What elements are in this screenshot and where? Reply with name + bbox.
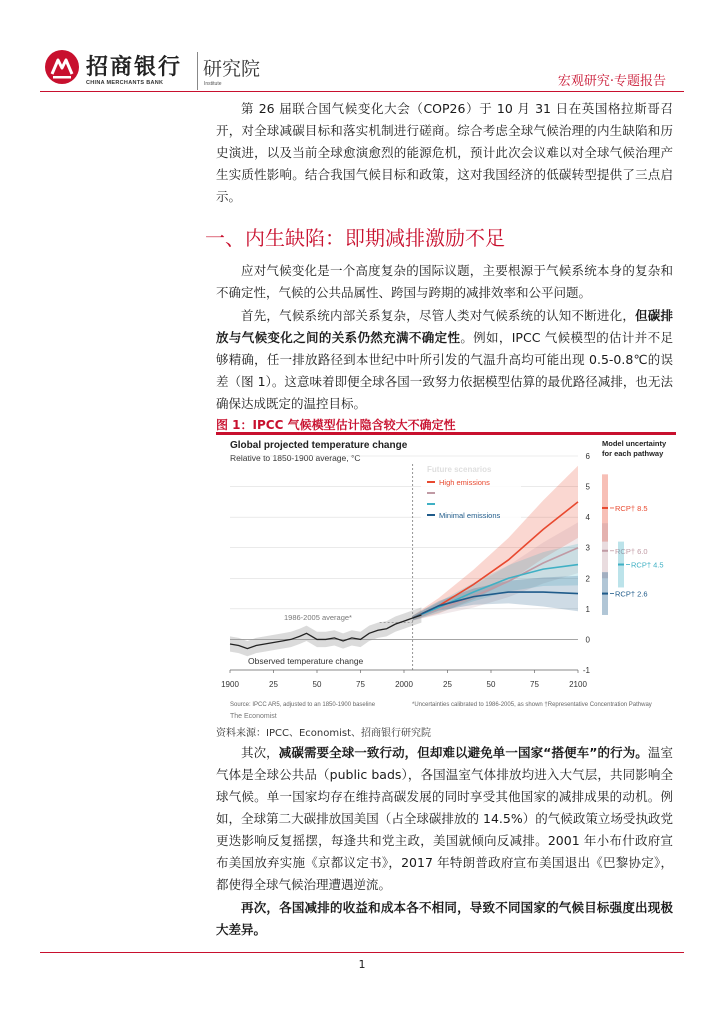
x-tick-label: 25 [443,680,452,689]
x-tick-label: 1900 [221,680,239,689]
footnote-left: Source: IPCC AR5, adjusted to an 1850-1900 baseline [230,702,376,708]
x-tick-label: 25 [269,680,278,689]
x-tick-label: 50 [486,680,496,689]
section-title: 一、内生缺陷：即期减排激励不足 [205,226,505,250]
chart-subtitle: Relative to 1850-1900 average, °C [230,453,361,463]
footer-rule [40,952,684,953]
paragraph-text: 温室气体是全球公共品（public bads），各国温室气体排放均进入大气层，共同影响全球气候。单一国家均存在维持高碳发展的同时享受其他国家的减排成果的动机。例如，全球第二大碳排放国美国（占全球碳排放的 14.5%）的气候政策立场受执政党更迭影响反复摇摆，每逢共和党主政，美国就倾向反减排。2001 年小布什政府宣布美国放弃实施《京都议定书》，2017 年特朗普政府宣布美国退出《巴黎协定》，都使得全球气候治理遭遇逆流。 [216,745,673,892]
report-tag: 宏观研究·专题报告 [557,74,666,89]
economist-top-rule [216,432,676,435]
y-tick-label: 1 [585,604,590,614]
uncertainty-mid [602,550,608,552]
uncertainty-mid [602,507,608,509]
x-tick-label: 75 [356,680,365,689]
section1-paragraph-2 [216,305,673,415]
footnote-brand: The Economist [230,713,277,720]
institute-name: 研究院 [203,58,261,80]
panel-title-line2: for each pathway [602,449,664,458]
logo-divider [197,52,198,90]
emphasis-text: 减碳需要全球一致行动，但却难以避免单一国家“搭便车”的行为。 [278,745,648,760]
uncertainty-label: RCP† 2.6 [615,589,648,599]
section2-paragraph-1 [216,742,673,896]
y-tick-label: 3 [585,543,590,553]
uncertainty-label: RCP† 8.5 [615,503,648,513]
chart-title: Global projected temperature change [230,440,408,451]
x-tick-label: 2000 [395,680,413,689]
bank-name-en: CHINA MERCHANTS BANK [86,80,164,86]
paragraph-text: 首先，气候系统内部关系复杂，尽管人类对气候系统的认知不断进化， [241,308,636,323]
header-rule [40,91,684,92]
observed-label: Observed temperature change [248,656,364,666]
y-tick-label: 6 [585,452,590,461]
x-tick-label: 75 [530,680,539,689]
institute-name-en: Institute [204,81,222,87]
uncertainty-mid [618,564,624,566]
uncertainty-label: RCP† 4.5 [631,560,664,570]
section1-paragraph-1: 应对气候变化是一个高度复杂的国际议题，主要根源于气候系统本身的复杂和不确定性，气候的公共品属性、跨国与跨期的减排效率和公平问题。 [216,263,673,300]
figure-source: 资料来源：IPCC、Economist、招商银行研究院 [216,728,431,739]
y-tick-label: 5 [585,482,590,492]
paragraph-text: 其次， [241,745,279,760]
uncertainty-label: RCP† 6.0 [615,546,648,556]
section2-paragraph-2: 再次，各国减排的收益和成本各不相同，导致不同国家的气候目标强度出现极大差异。 [216,900,673,937]
x-tick-label: 50 [312,680,322,689]
paragraph-text: 。例如，IPCC 气候模型的估计并不足够精确，任一排放路径到本世纪中叶所引发的气温升高均可能出现 0.5-0.8℃的误差（图 1）。这意味着即便全球各国一致努力依据模型估算的最优路径减排，也无法确保达成既定的温控目标。 [216,330,673,411]
x-tick-label: 2100 [569,680,587,689]
y-tick-label: 4 [585,513,590,523]
page-header [0,0,724,100]
y-tick-label: -1 [582,666,590,675]
y-tick-label: 2 [585,574,590,584]
bank-logo-icon [44,49,80,85]
legend-label: High emissions [439,478,490,487]
bank-name: 招商银行 [86,54,183,80]
page-number: 1 [358,958,366,971]
baseline-label: 1986-2005 average* [284,613,352,622]
intro-paragraph: 第 26 届联合国气候变化大会（COP26）于 10 月 31 日在英国格拉斯哥召开，对全球减碳目标和落实机制进行磋商。综合考虑全球气候治理的内生缺陷和历史演进，以及当前全球愈演愈烈的能源危机，预计此次会议难以对全球气候治理产生实质性影响。结合我国气候目标和政策，这对我国经济的低碳转型提供了三点启示。 [216,101,673,204]
legend-label: Minimal emissions [439,511,501,520]
emphasis-text: 但碳排放与气候变化之间的关系仍然充满不确定性 [216,308,673,345]
legend [421,462,521,524]
uncertainty-mid [602,593,608,595]
temperature-chart [216,432,676,722]
panel-title-line1: Model uncertainty [602,439,667,448]
figure-caption: 图 1：IPCC 气候模型估计隐含较大不确定性 [216,418,456,432]
footnote-right: *Uncertainties calibrated to 1986-2005, as shown †Representative Concentration Pathway [412,702,652,708]
y-tick-label: 0 [585,635,590,645]
